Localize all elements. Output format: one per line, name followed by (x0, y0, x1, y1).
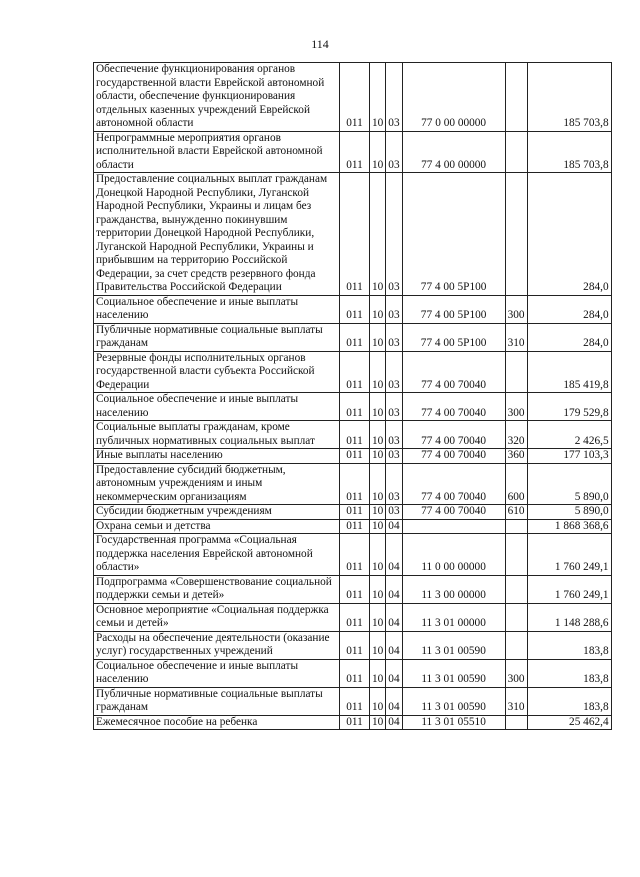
table-row (94, 505, 612, 520)
section-code: 10 (370, 659, 386, 687)
ministry-code: 011 (340, 173, 370, 296)
ministry-code: 011 (340, 63, 370, 132)
row-name: Резервные фонды исполнительных органов государственной власти субъекта Российской Федерации (94, 351, 340, 393)
expense-type-code: 300 (505, 659, 527, 687)
subsection-code: 04 (386, 715, 402, 730)
row-name: Обеспечение функционирования органов государственной власти Еврейской автономной области, обеспечение функционирования отдельных казенных учреждений Еврейской автономной области (94, 63, 340, 132)
amount: 1 760 249,1 (527, 575, 611, 603)
ministry-code: 011 (340, 421, 370, 449)
ministry-code: 011 (340, 505, 370, 520)
ministry-code: 011 (340, 131, 370, 173)
row-name: Расходы на обеспечение деятельности (оказание услуг) государственных учреждений (94, 631, 340, 659)
table-body (94, 63, 612, 730)
row-name: Охрана семьи и детства (94, 519, 340, 534)
row-name: Субсидии бюджетным учреждениям (94, 505, 340, 520)
subsection-code: 03 (386, 421, 402, 449)
table-row (94, 173, 612, 296)
table-row (94, 131, 612, 173)
section-code: 10 (370, 534, 386, 576)
table-row (94, 393, 612, 421)
expense-type-code (505, 131, 527, 173)
ministry-code: 011 (340, 715, 370, 730)
amount: 185 703,8 (527, 131, 611, 173)
target-article-code: 11 3 01 00590 (402, 631, 505, 659)
amount: 2 426,5 (527, 421, 611, 449)
row-name: Ежемесячное пособие на ребенка (94, 715, 340, 730)
subsection-code: 03 (386, 173, 402, 296)
target-article-code: 11 3 01 00000 (402, 603, 505, 631)
ministry-code: 011 (340, 449, 370, 464)
expense-type-code (505, 631, 527, 659)
ministry-code: 011 (340, 295, 370, 323)
ministry-code: 011 (340, 351, 370, 393)
amount: 284,0 (527, 295, 611, 323)
subsection-code: 03 (386, 463, 402, 505)
target-article-code (402, 519, 505, 534)
section-code: 10 (370, 715, 386, 730)
target-article-code: 77 4 00 70040 (402, 449, 505, 464)
target-article-code: 77 4 00 00000 (402, 131, 505, 173)
section-code: 10 (370, 603, 386, 631)
ministry-code: 011 (340, 659, 370, 687)
target-article-code: 77 4 00 70040 (402, 393, 505, 421)
budget-table (93, 62, 612, 730)
section-code: 10 (370, 173, 386, 296)
subsection-code: 03 (386, 323, 402, 351)
expense-type-code (505, 63, 527, 132)
subsection-code: 03 (386, 449, 402, 464)
table-row (94, 631, 612, 659)
ministry-code: 011 (340, 631, 370, 659)
subsection-code: 04 (386, 575, 402, 603)
ministry-code: 011 (340, 534, 370, 576)
amount: 183,8 (527, 659, 611, 687)
target-article-code: 77 4 00 70040 (402, 463, 505, 505)
table-row (94, 715, 612, 730)
amount: 5 890,0 (527, 505, 611, 520)
amount: 177 103,3 (527, 449, 611, 464)
expense-type-code: 310 (505, 687, 527, 715)
table-row (94, 351, 612, 393)
row-name: Основное мероприятие «Социальная поддержка семьи и детей» (94, 603, 340, 631)
row-name: Предоставление субсидий бюджетным, автономным учреждениям и иным некоммерческим организациям (94, 463, 340, 505)
section-code: 10 (370, 505, 386, 520)
table-row (94, 63, 612, 132)
subsection-code: 03 (386, 351, 402, 393)
table-row (94, 575, 612, 603)
row-name: Социальные выплаты гражданам, кроме публичных нормативных социальных выплат (94, 421, 340, 449)
subsection-code: 04 (386, 659, 402, 687)
target-article-code: 77 4 00 5Р100 (402, 295, 505, 323)
expense-type-code (505, 715, 527, 730)
subsection-code: 04 (386, 519, 402, 534)
table-row (94, 421, 612, 449)
row-name: Социальное обеспечение и иные выплаты населению (94, 295, 340, 323)
section-code: 10 (370, 351, 386, 393)
target-article-code: 11 3 01 05510 (402, 715, 505, 730)
expense-type-code (505, 351, 527, 393)
row-name: Государственная программа «Социальная поддержка населения Еврейской автономной области» (94, 534, 340, 576)
amount: 1 868 368,6 (527, 519, 611, 534)
table-row (94, 534, 612, 576)
section-code: 10 (370, 687, 386, 715)
subsection-code: 04 (386, 687, 402, 715)
expense-type-code (505, 534, 527, 576)
target-article-code: 77 0 00 00000 (402, 63, 505, 132)
row-name: Социальное обеспечение и иные выплаты населению (94, 659, 340, 687)
section-code: 10 (370, 631, 386, 659)
row-name: Иные выплаты населению (94, 449, 340, 464)
expense-type-code: 610 (505, 505, 527, 520)
target-article-code: 11 0 00 00000 (402, 534, 505, 576)
expense-type-code (505, 173, 527, 296)
expense-type-code (505, 603, 527, 631)
section-code: 10 (370, 575, 386, 603)
expense-type-code: 300 (505, 393, 527, 421)
row-name: Публичные нормативные социальные выплаты гражданам (94, 687, 340, 715)
section-code: 10 (370, 131, 386, 173)
section-code: 10 (370, 295, 386, 323)
amount: 179 529,8 (527, 393, 611, 421)
ministry-code: 011 (340, 323, 370, 351)
ministry-code: 011 (340, 687, 370, 715)
row-name: Публичные нормативные социальные выплаты гражданам (94, 323, 340, 351)
section-code: 10 (370, 393, 386, 421)
expense-type-code (505, 519, 527, 534)
table-row (94, 463, 612, 505)
subsection-code: 04 (386, 631, 402, 659)
target-article-code: 11 3 00 00000 (402, 575, 505, 603)
expense-type-code: 360 (505, 449, 527, 464)
table-row (94, 687, 612, 715)
target-article-code: 11 3 01 00590 (402, 659, 505, 687)
row-name: Предоставление социальных выплат гражданам Донецкой Народной Республики, Луганской Народной Республики, Украины и лицам без гражданства, вынужденно покинувшим территории Донецкой Народной Республики, Луганской Народной Республики, Украины и прибывшим на территорию Российской Федерации, за счет средств резервного фонда Правительства Российской Федерации (94, 173, 340, 296)
subsection-code: 03 (386, 131, 402, 173)
amount: 5 890,0 (527, 463, 611, 505)
amount: 185 703,8 (527, 63, 611, 132)
row-name: Непрограммные мероприятия органов исполнительной власти Еврейской автономной области (94, 131, 340, 173)
table-row (94, 449, 612, 464)
target-article-code: 77 4 00 5Р100 (402, 173, 505, 296)
subsection-code: 03 (386, 505, 402, 520)
target-article-code: 77 4 00 5Р100 (402, 323, 505, 351)
subsection-code: 04 (386, 603, 402, 631)
expense-type-code: 600 (505, 463, 527, 505)
section-code: 10 (370, 519, 386, 534)
target-article-code: 77 4 00 70040 (402, 421, 505, 449)
ministry-code: 011 (340, 575, 370, 603)
subsection-code: 03 (386, 393, 402, 421)
ministry-code: 011 (340, 393, 370, 421)
table-row (94, 323, 612, 351)
ministry-code: 011 (340, 463, 370, 505)
section-code: 10 (370, 63, 386, 132)
amount: 284,0 (527, 173, 611, 296)
ministry-code: 011 (340, 603, 370, 631)
target-article-code: 11 3 01 00590 (402, 687, 505, 715)
row-name: Социальное обеспечение и иные выплаты населению (94, 393, 340, 421)
amount: 183,8 (527, 687, 611, 715)
expense-type-code: 300 (505, 295, 527, 323)
section-code: 10 (370, 463, 386, 505)
expense-type-code: 320 (505, 421, 527, 449)
expense-type-code (505, 575, 527, 603)
subsection-code: 03 (386, 63, 402, 132)
amount: 25 462,4 (527, 715, 611, 730)
section-code: 10 (370, 449, 386, 464)
amount: 183,8 (527, 631, 611, 659)
target-article-code: 77 4 00 70040 (402, 351, 505, 393)
table-row (94, 659, 612, 687)
row-name: Подпрограмма «Совершенствование социальной поддержки семьи и детей» (94, 575, 340, 603)
target-article-code: 77 4 00 70040 (402, 505, 505, 520)
amount: 185 419,8 (527, 351, 611, 393)
subsection-code: 04 (386, 534, 402, 576)
page-number: 114 (311, 37, 329, 51)
amount: 284,0 (527, 323, 611, 351)
amount: 1 760 249,1 (527, 534, 611, 576)
table-row (94, 519, 612, 534)
ministry-code: 011 (340, 519, 370, 534)
section-code: 10 (370, 323, 386, 351)
subsection-code: 03 (386, 295, 402, 323)
table-row (94, 603, 612, 631)
expense-type-code: 310 (505, 323, 527, 351)
table-row (94, 295, 612, 323)
section-code: 10 (370, 421, 386, 449)
amount: 1 148 288,6 (527, 603, 611, 631)
